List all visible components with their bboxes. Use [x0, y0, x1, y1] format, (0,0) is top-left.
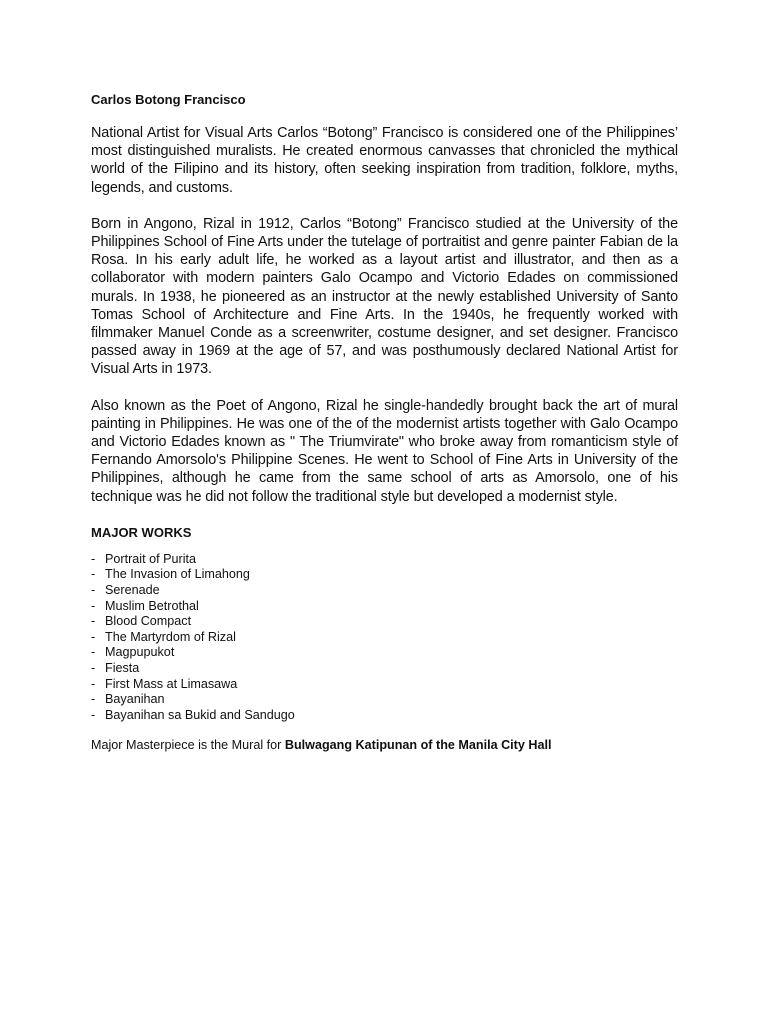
bullet-dash: -	[91, 692, 96, 707]
bullet-dash: -	[91, 598, 96, 613]
list-item	[91, 599, 678, 615]
list-item	[91, 583, 678, 599]
list-item	[91, 645, 678, 661]
bullet-dash: -	[91, 676, 96, 691]
bullet-dash: -	[91, 661, 96, 676]
list-item	[91, 677, 678, 693]
document-title: Carlos Botong Francisco	[91, 92, 246, 107]
work-title: Fiesta	[105, 661, 140, 676]
paragraph-intro: National Artist for Visual Arts Carlos “Botong” Francisco is considered one of the Philippines’ most distinguished muralists. He created enormous canvasses that chronicled the mythical world of the Filipino and its history, often seeking inspiration from tradition, folklore, myths, legends, and customs.	[91, 125, 678, 196]
work-title: Bayanihan sa Bukid and Sandugo	[105, 707, 295, 722]
work-title: Portrait of Purita	[105, 551, 196, 566]
work-title: First Mass at Limasawa	[105, 676, 238, 691]
masterpiece-line	[91, 737, 678, 753]
work-title: Magpupukot	[105, 645, 175, 660]
work-title: Muslim Betrothal	[105, 598, 199, 613]
paragraph-biography: Born in Angono, Rizal in 1912, Carlos “Botong” Francisco studied at the University of the Philippines School of Fine Arts under the tutelage of portraitist and genre painter Fabian de la Rosa. In his early adult life, he worked as a layout artist and illustrator, and then as a collaborator with modern painters Galo Ocampo and Victorio Edades on commissioned murals. In 1938, he pioneered as an instructor at the newly established University of Santo Tomas School of Architecture and Fine Arts. In the 1940s, he frequently worked with filmmaker Manuel Conde as a screenwriter, costume designer, and set designer. Francisco passed away in 1969 at the age of 57, and was posthumously declared National Artist for Visual Arts in 1973.	[91, 215, 678, 378]
bullet-dash: -	[91, 614, 96, 629]
masterpiece-emphasis: Bulwagang Katipunan of the Manila City Hall	[284, 738, 552, 753]
bullet-dash: -	[91, 629, 96, 644]
work-title: The Invasion of Limahong	[105, 567, 250, 582]
bullet-dash: -	[91, 707, 96, 722]
list-item	[91, 630, 678, 646]
masterpiece-prefix: Major Masterpiece is the Mural for	[91, 738, 285, 753]
work-title: Bayanihan	[105, 692, 165, 707]
work-title: The Martyrdom of Rizal	[105, 629, 236, 644]
list-item	[91, 552, 678, 568]
bullet-dash: -	[91, 645, 96, 660]
list-item	[91, 567, 678, 583]
list-item	[91, 692, 678, 708]
bullet-dash: -	[91, 583, 96, 598]
paragraph-poet-of-angono: Also known as the Poet of Angono, Rizal he single-handedly brought back the art of mural painting in Philippines. He was one of the of the modernist artists together with Galo Ocampo and Victorio Edades known as " The Triumvirate" who broke away from romanticism style of Fernando Amorsolo's Philippine Scenes. He went to School of Fine Arts in University of the Philippines, although he came from the same school of arts as Amorsolo, one of his technique was he did not follow the traditional style but developed a modernist style.	[91, 397, 678, 505]
major-works-heading: MAJOR WORKS	[91, 524, 192, 540]
work-title: Blood Compact	[105, 614, 192, 629]
major-works-list	[91, 552, 678, 724]
list-item	[91, 614, 678, 630]
bullet-dash: -	[91, 567, 96, 582]
work-title: Serenade	[105, 583, 160, 598]
bullet-dash: -	[91, 551, 96, 566]
list-item	[91, 708, 678, 724]
list-item	[91, 661, 678, 677]
